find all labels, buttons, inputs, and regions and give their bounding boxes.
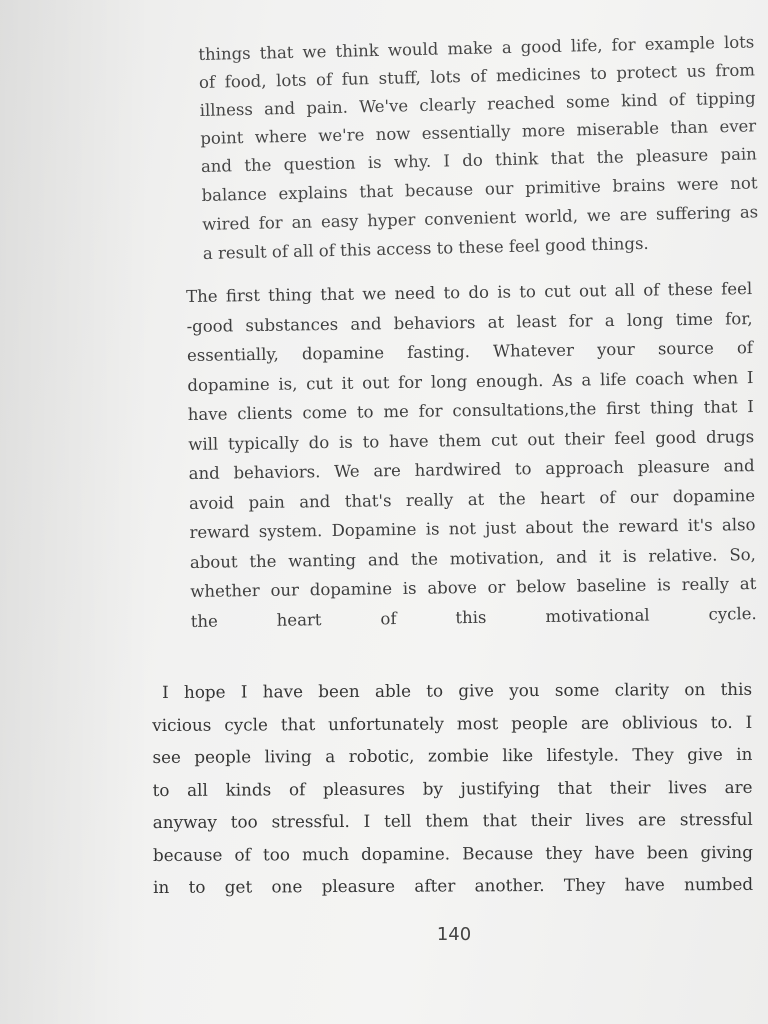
text-line: vicious cycle that unfortunately most people are oblivious to. I xyxy=(152,711,753,735)
text-line: -good substances and behaviors at least for a long time for, xyxy=(186,308,753,336)
text-line: see people living a robotic, zombie like lifestyle. They give in xyxy=(152,743,753,767)
text-line: and the question is why. I do think that the pleasure pain xyxy=(200,144,758,176)
text-line: a result of all of this access to these feel good things. xyxy=(202,233,649,263)
text-line: the heart of this motivational cycle. xyxy=(190,603,757,631)
text-line: whether our dopamine is above or below baseline is really at xyxy=(190,574,757,601)
text-line: reward system. Dopamine is not just about the reward it's also xyxy=(189,515,756,542)
paragraph-1 xyxy=(198,23,759,268)
text-line: things that we think would make a good life, for example lots xyxy=(198,32,755,64)
text-line: will typically do is to have them cut out their feel good drugs xyxy=(188,426,755,454)
text-line: I hope I have been able to give you some clarity on this xyxy=(162,678,753,702)
text-line: The first thing that we need to do is to cut out all of these feel xyxy=(186,279,753,306)
text-line: and behaviors. We are hardwired to approach pleasure and xyxy=(188,456,755,483)
paragraph-3 xyxy=(152,673,753,904)
text-line: about the wanting and the motivation, and it is relative. So, xyxy=(189,544,756,572)
paragraph-2 xyxy=(186,274,757,636)
text-line: balance explains that because our primitive brains were not xyxy=(201,173,758,205)
text-line: because of too much dopamine. Because they have been giving xyxy=(152,841,753,865)
text-line: have clients come to me for consultations,the first thing that I xyxy=(187,397,754,424)
text-line: illness and pain. We've clearly reached some kind of tipping xyxy=(199,88,756,120)
text-line: anyway too stressful. I tell them that their lives are stressful xyxy=(152,808,753,832)
text-line: in to get one pleasure after another. They have numbed xyxy=(153,873,754,897)
page-number: 140 xyxy=(436,924,472,945)
text-line: essentially, dopamine fasting. Whatever your source of xyxy=(186,338,754,365)
text-line: point where we're now essentially more miserable than ever xyxy=(200,116,757,148)
text-line: of food, lots of fun stuff, lots of medicines to protect us from xyxy=(198,60,756,92)
text-line: dopamine is, cut it out for long enough. As a life coach when I xyxy=(187,367,754,395)
text-line: to all kinds of pleasures by justifying that their lives are xyxy=(152,776,753,800)
page-shadow xyxy=(0,0,150,1024)
text-line: avoid pain and that's really at the heart of our dopamine xyxy=(188,485,756,513)
text-line: wired for an easy hyper convenient world, we are suffering as xyxy=(202,202,759,234)
